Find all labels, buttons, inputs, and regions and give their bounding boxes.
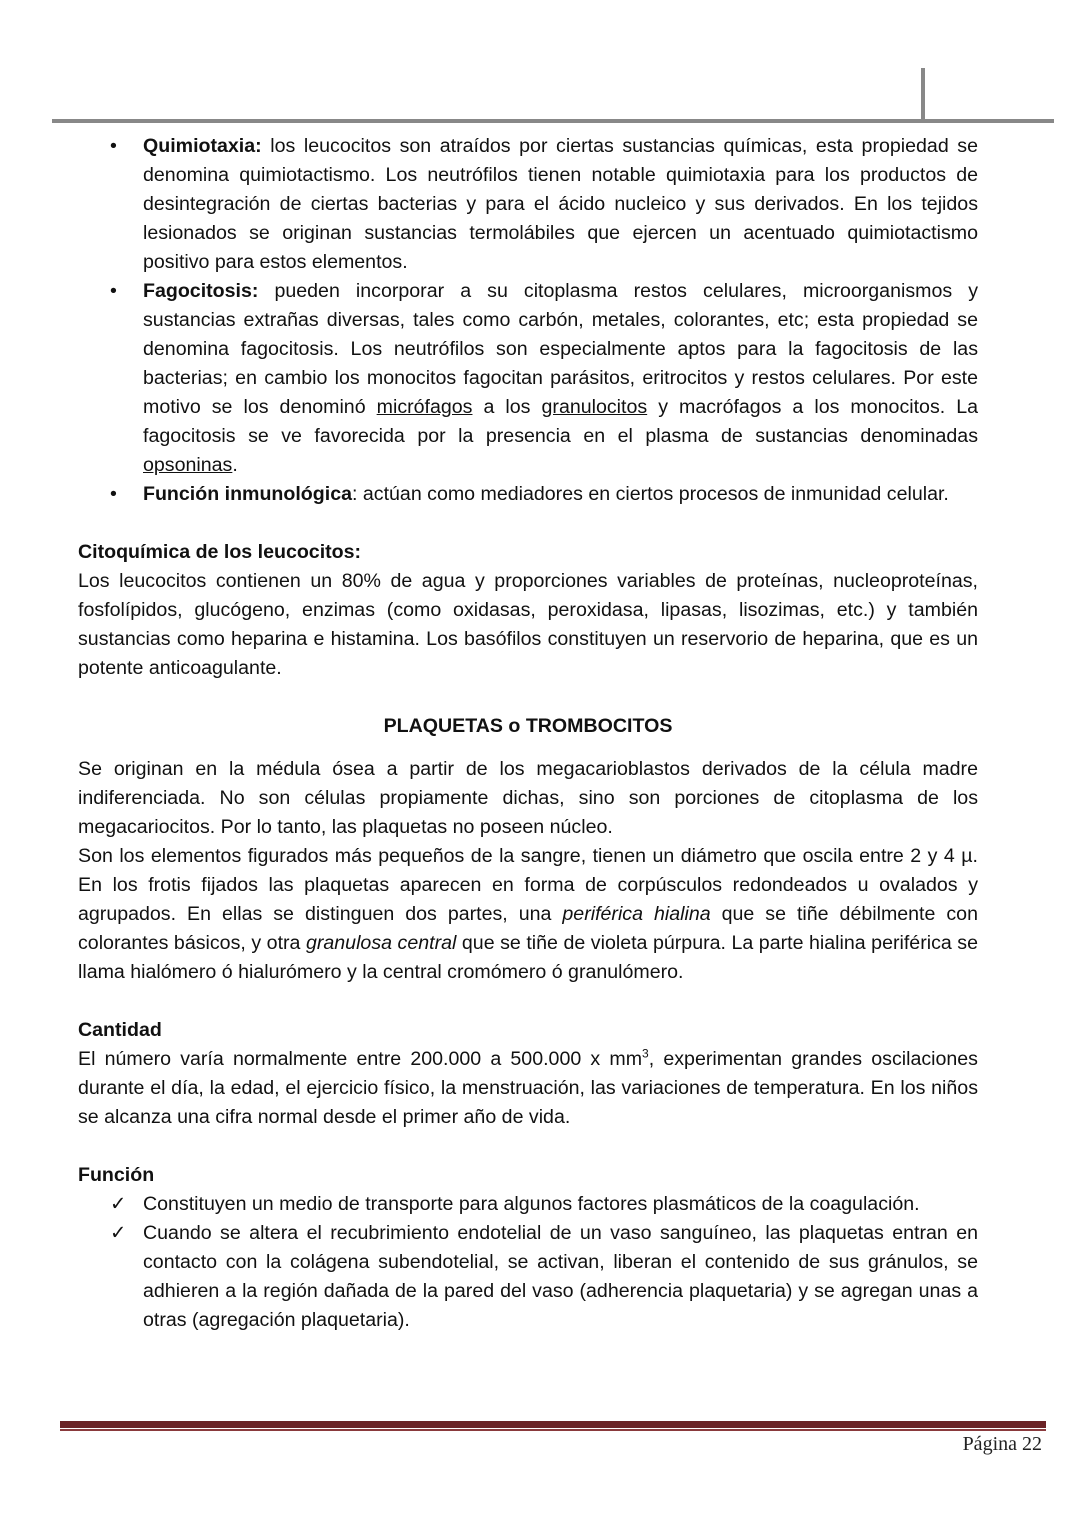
italic-periferica-hialina: periférica hialina [562, 903, 711, 925]
italic-granulosa-central: granulosa central [305, 932, 457, 954]
check-item-transporte: ✓ Constituyen un medio de transporte para algunos factores plasmáticos de la coagulación. [78, 1190, 978, 1219]
paragraph-plaquetas-morfologia: Son los elementos figurados más pequeños de la sangre, tienen un diámetro que oscila entre 2 y 4 µ. En los frotis fijados las plaquetas aparecen en forma de corpúsculos redondeados u ovalados y agrupados. En ellas se distinguen dos partes, una periférica hialina que se tiñe débilmente con colorantes básicos, y otra granulosa central que se tiñe de violeta púrpura. La parte hialina periférica se llama hialómero ó hialurómero y la central cromómero ó granulómero. [78, 845, 978, 983]
header-rule-tick [921, 68, 925, 121]
list-item-fagocitosis: • Fagocitosis: pueden incorporar a su citoplasma restos celulares, microorganismos y sustancias extrañas diversas, tales como carbón, metales, colorantes, etc; esta propiedad se denomina fagocitosis. Los neutrófilos son especialmente aptos para la fagocitosis de las bacterias; en cambio los monocitos fagocitan parásitos, eritrocitos y restos celulares. Por este motivo se los denominó micrófagos a los granulocitos y macrófagos a los monocitos. La fagocitosis se ve favorecida por la presencia en el plasma de sustancias denominadas opsoninas. [78, 277, 978, 480]
underlined-opsoninas: opsoninas [143, 454, 233, 476]
term-funcion-inmunologica: Función inmunológica [143, 483, 352, 505]
bullet-icon: • [110, 135, 117, 157]
term-quimiotaxia: Quimiotaxia: [143, 135, 262, 157]
header-rule [52, 119, 1054, 123]
section-title-cantidad: Cantidad [78, 1019, 162, 1041]
checkmark-icon: ✓ [110, 1193, 127, 1215]
bullet-icon: • [110, 280, 117, 302]
superscript-3: 3 [642, 1046, 649, 1061]
leucocyte-properties-list [78, 132, 978, 509]
list-item-quimiotaxia: • Quimiotaxia: los leucocitos son atraídos por ciertas sustancias químicas, esta propiedad se denomina quimiotactismo. Los neutrófilos tienen notable quimiotaxia para los productos de desintegración de ciertas bacterias y para el ácido nucleico y sus derivados. En los tejidos lesionados se originan sustancias termolábiles que ejercen un acentuado quimiotactismo positivo para estos elementos. [78, 132, 978, 277]
page-number: Página 22 [962, 1433, 1042, 1455]
paragraph-citoquimica: Los leucocitos contienen un 80% de agua y proporciones variables de proteínas, nucleoproteínas, fosfolípidos, glucógeno, enzimas (como oxidasas, peroxidasa, lipasas, lisozimas, etc.) y también sustancias como heparina e histamina. Los basófilos constituyen un reservorio de heparina, que es un potente anticoagulante. [78, 570, 978, 679]
section-title-citoquimica: Citoquímica de los leucocitos: [78, 541, 362, 563]
paragraph-plaquetas-origen: Se originan en la médula ósea a partir de los megacarioblastos derivados de la célula madre indiferenciada. No son células propiamente dichas, sino son porciones de citoplasma de los megacariocitos. Por lo tanto, las plaquetas no poseen núcleo. [78, 758, 978, 838]
bullet-icon: • [110, 483, 117, 505]
funcion-checklist [78, 1190, 978, 1335]
check-item-adherencia: ✓ Cuando se altera el recubrimiento endotelial de un vaso sanguíneo, las plaquetas entran en contacto con la colágena subendotelial, se activan, liberan el contenido de sus gránulos, se adhieren a la región dañada de la pared del vaso (adherencia plaquetaria) y se agregan unas a otras (agregación plaquetaria). [78, 1219, 978, 1335]
term-fagocitosis: Fagocitosis: [143, 280, 259, 302]
paragraph-cantidad: El número varía normalmente entre 200.000 a 500.000 x $mm^3$, experimentan grandes oscilaciones durante el día, la edad, el ejercicio físico, la menstruación, las variaciones de temperatura. En los niños se alcanza una cifra normal desde el primer año de vida. [78, 1046, 978, 1128]
list-item-funcion-inmunologica: • Función inmunológica: actúan como mediadores en ciertos procesos de inmunidad celular. [78, 480, 978, 509]
underlined-microfagos: micrófagos [376, 396, 473, 418]
footer-rule [60, 1421, 1046, 1428]
page-content [78, 132, 978, 1335]
section-title-funcion: Función [78, 1164, 155, 1186]
underlined-granulocitos: granulocitos [541, 396, 648, 418]
checkmark-icon: ✓ [110, 1222, 127, 1244]
footer-rule-thin [60, 1429, 1046, 1431]
section-title-plaquetas: PLAQUETAS o TROMBOCITOS [383, 715, 673, 737]
